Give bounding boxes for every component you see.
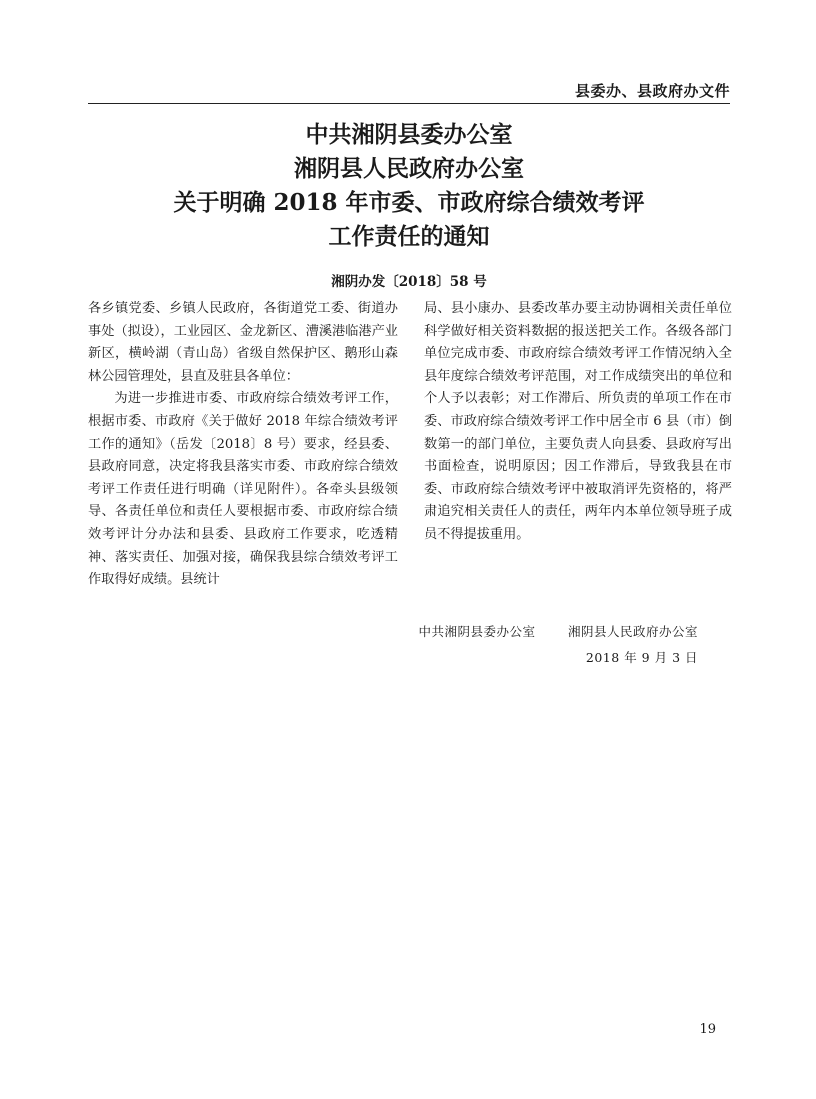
signature-date: 2018 年 9 月 3 日 xyxy=(585,650,698,665)
title-line-3: 关于明确 2018 年市委、市政府综合绩效考评 xyxy=(173,189,645,216)
header-rule xyxy=(88,103,730,104)
signature-org-1: 中共湘阴县委办公室 xyxy=(418,624,536,639)
body-paragraph-1: 为进一步推进市委、市政府综合绩效考评工作，根据市委、市政府《关于做好 2018 年综合绩效考评工作的通知》（岳发〔2018〕8 号）要求，经县委、县政府同意，决定将我县落实市委、市政府综合绩效考评工作责任进行明确（详见附件）。各牵头县级领导、各责任单位和责任人要根据市委、市政府综合绩效考评计分办法和县委、县政府工作要求，吃透精神、落实责任、加强对接，确保我县综合绩效考评工作取得好成绩。县统计 xyxy=(88,391,398,588)
body-left-column xyxy=(88,298,398,592)
title-line-4: 工作责任的通知 xyxy=(328,223,490,250)
document-number: 湘阴办发〔2018〕58 号 xyxy=(331,274,487,290)
title-line-1: 中共湘阴县委办公室 xyxy=(305,121,513,148)
header-label: 县委办、县政府办文件 xyxy=(574,82,730,100)
document-title xyxy=(88,118,730,254)
title-line-2: 湘阴县人民政府办公室 xyxy=(294,155,524,182)
body-right-column xyxy=(424,298,732,547)
signature xyxy=(418,622,698,640)
signature-org-2: 湘阴县人民政府办公室 xyxy=(567,624,698,639)
page-number: 19 xyxy=(699,1022,716,1037)
salutation: 各乡镇党委、乡镇人民政府，各街道党工委、街道办事处（拟设），工业园区、金龙新区、漕溪港临港产业新区，横岭湖（青山岛）省级自然保护区、鹅形山森林公园管理处，县直及驻县各单位： xyxy=(88,301,398,384)
body-paragraph-2: 局、县小康办、县委改革办要主动协调相关责任单位科学做好相关资料数据的报送把关工作。各级各部门单位完成市委、市政府综合绩效考评工作情况纳入全县年度综合绩效考评范围，对工作成绩突出的单位和个人予以表彰；对工作滞后、所负责的单项工作在市委、市政府综合绩效考评工作中居全市 6 县（市）倒数第一的部门单位，主要负责人向县委、县政府写出书面检查，说明原因；因工作滞后，导致我县在市委、市政府综合绩效考评中被取消评先资格的，将严肃追究相关责任人的责任，两年内本单位领导班子成员不得提拔重用。 xyxy=(424,301,732,542)
